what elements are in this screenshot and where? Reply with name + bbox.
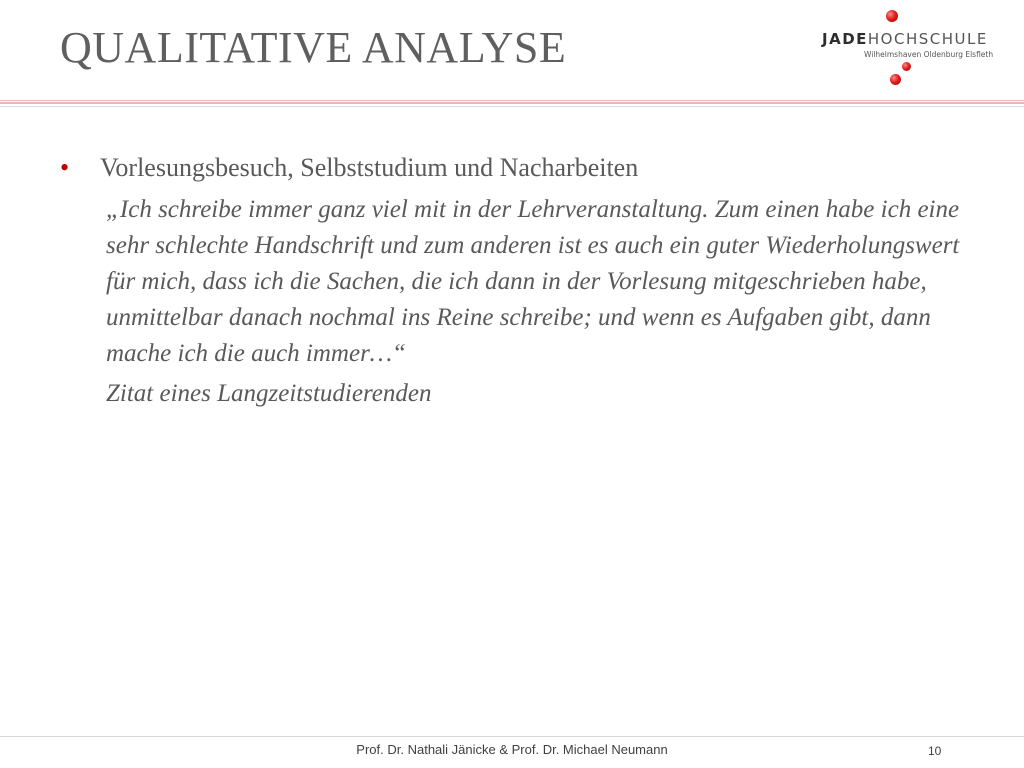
- logo-subtitle: Wilhelmshaven Oldenburg Elsfleth: [864, 50, 994, 59]
- slide-content: [60, 148, 980, 412]
- quote-attribution: Zitat eines Langzeitstudierenden: [106, 380, 432, 407]
- jade-hochschule-logo: [818, 8, 1018, 98]
- title-divider: [0, 100, 1024, 104]
- logo-wordmark: [822, 30, 988, 48]
- bullet-item: [60, 148, 980, 188]
- logo-dot-icon: [886, 10, 898, 22]
- title-divider-grey: [0, 106, 1024, 107]
- logo-word-jade: JADE: [822, 30, 868, 48]
- page-number: 10: [928, 744, 942, 758]
- logo-word-hochschule: HOCHSCHULE: [867, 30, 988, 48]
- footer-divider: [0, 736, 1024, 737]
- footer-authors: Prof. Dr. Nathali Jänicke & Prof. Dr. Michael Neumann: [356, 742, 668, 757]
- slide-title: QUALITATIVE ANALYSE: [60, 23, 567, 72]
- logo-dot-icon: [890, 74, 901, 85]
- bullet-dot-icon: •: [60, 153, 70, 182]
- bullet-text: Vorlesungsbesuch, Selbststudium und Nacharbeiten: [100, 153, 639, 182]
- quote-text: „Ich schreibe immer ganz viel mit in der Lehrveranstaltung. Zum einen habe ich eine sehr schlechte Handschrift und zum anderen ist es auch ein guter Wiederholungswert für mich, dass ich die Sachen, die ich dann in der Vorlesung mitgeschrieben habe, unmittelbar danach nochmal ins Reine schreibe; und wenn es Aufgaben gibt, dann mache ich die auch immer…“: [106, 196, 960, 367]
- logo-dot-icon: [902, 62, 911, 71]
